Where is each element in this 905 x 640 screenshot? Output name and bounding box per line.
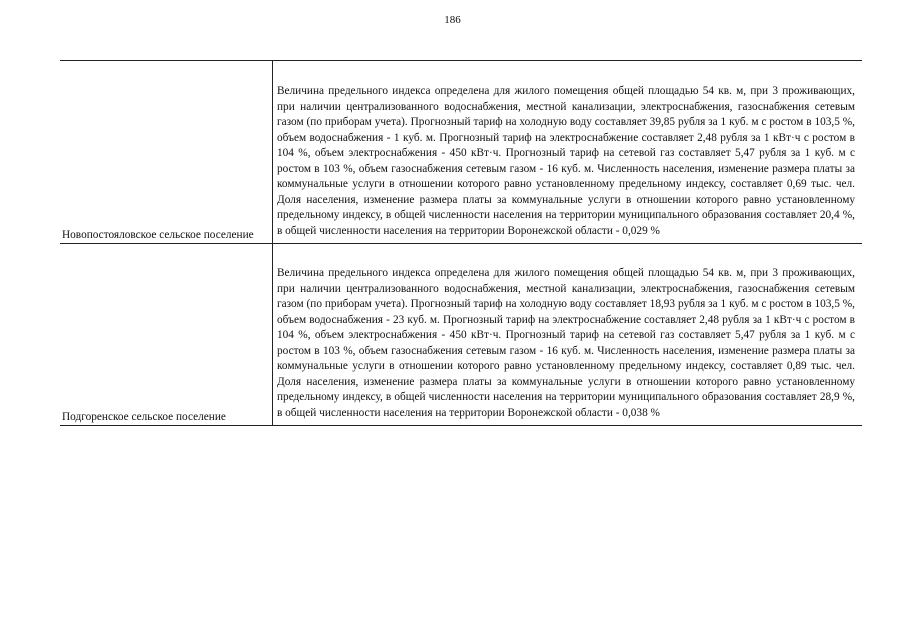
settlement-name: Подгоренское сельское поселение — [62, 411, 226, 423]
row-2-bottom-border — [60, 425, 862, 426]
row-1-bottom-border — [60, 243, 862, 244]
page-number: 186 — [444, 14, 461, 26]
column-divider — [272, 60, 273, 426]
table-top-border — [60, 60, 862, 61]
row-description: Величина предельного индекса определена для жилого помещения общей площадью 54 кв. м, при 3 проживающих, при наличии централизованного водоснабжения, местной канализации, электроснабжения, газоснабжения сетевым газом (по приборам учета). Прогнозный тариф на холодную воду составляет 39,85 рубля за 1 куб. м с ростом в 103,5 %, объем водоснабжения - 1 куб. м. Прогнозный тариф на электроснабжение составляет 2,48 рубля за 1 кВт·ч с ростом в 104 %, объем электроснабжения - 450 кВт·ч. Прогнозный тариф на сетевой газ составляет 5,47 рубля за 1 куб. м с ростом в 103 %, объем газоснабжения сетевым газом - 16 куб. м. Численность населения, изменение размера платы за коммунальные услуги в отношении которого равно установленному предельному индексу, составляет 0,69 тыс. чел. Доля населения, изменение размера платы за коммунальные услуги в отношении которого равно установленному предельному индексу, в общей численности населения на территории муниципального образования составляет 20,4 %, в общей численности населения на территории Воронежской области - 0,029 % — [277, 85, 855, 237]
row-description: Величина предельного индекса определена для жилого помещения общей площадью 54 кв. м, при 3 проживающих, при наличии централизованного водоснабжения, местной канализации, электроснабжения, газоснабжения сетевым газом (по приборам учета). Прогнозный тариф на холодную воду составляет 18,93 рубля за 1 куб. м с ростом в 103,5 %, объем водоснабжения - 23 куб. м. Прогнозный тариф на электроснабжение составляет 2,48 рубля за 1 кВт·ч с ростом в 104 %, объем электроснабжения - 450 кВт·ч. Прогнозный тариф на сетевой газ составляет 5,47 рубля за 1 куб. м с ростом в 103 %, объем газоснабжения сетевым газом - 16 куб. м. Численность населения, изменение размера платы за коммунальные услуги в отношении которого равно установленному предельному индексу, составляет 0,89 тыс. чел. Доля населения, изменение размера платы за коммунальные услуги в отношении которого равно установленному предельному индексу, в общей численности населения на территории муниципального образования составляет 28,9 %, в общей численности населения на территории Воронежской области - 0,038 % — [277, 267, 855, 419]
settlement-name: Новопостояловское сельское поселение — [62, 229, 254, 241]
